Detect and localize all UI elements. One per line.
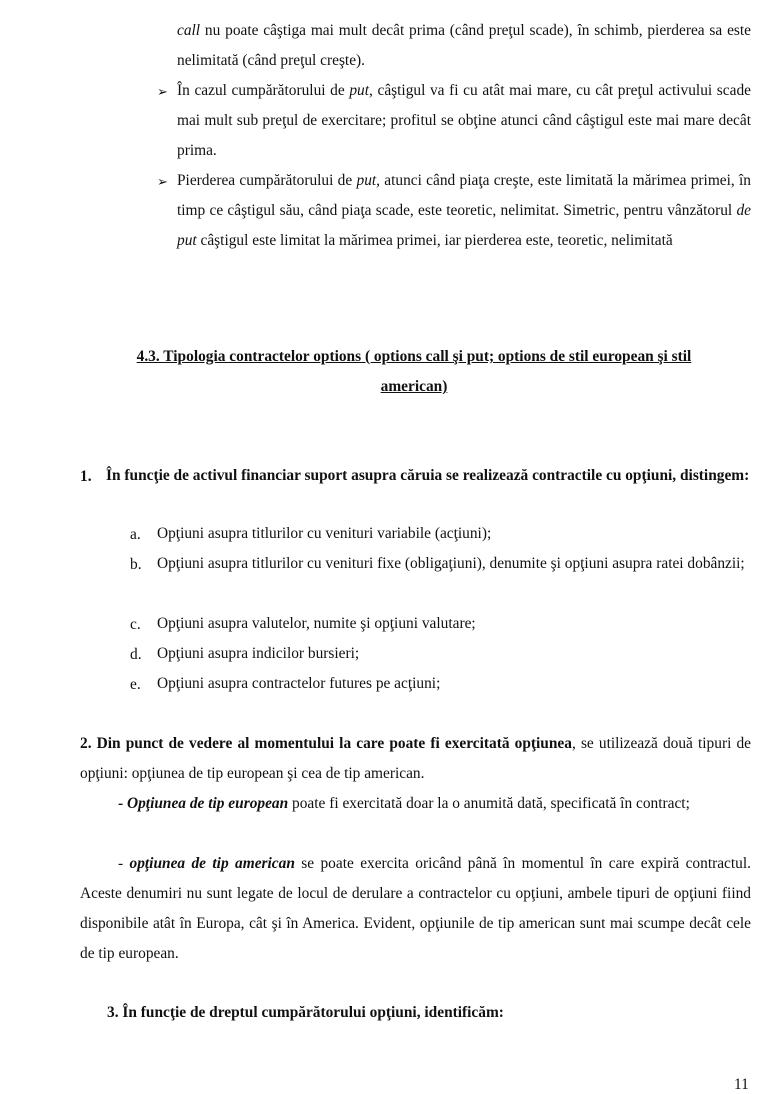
arrow-bullet-icon: ➢ — [157, 174, 168, 189]
european-option-term: Opţiunea de tip european — [126, 795, 289, 812]
section2-title: 2. Din punct de vedere al momentului la care poate fi exercitată opţiunea — [80, 735, 572, 752]
section2-text: , se utilizează două tipuri de opţiuni: opţiunea de tip european şi cea de tip american. — [80, 735, 752, 782]
list-item: Opţiuni asupra valutelor, numite şi opţiuni valutare; — [157, 615, 476, 632]
put-term: put, — [356, 172, 381, 189]
list-letter: e. — [130, 676, 141, 693]
put-term: put, — [349, 82, 373, 99]
arrow-bullet-icon: ➢ — [157, 84, 168, 99]
section3-title: 3. În funcţie de dreptul cumpărătorului opţiuni, identificăm: — [107, 1004, 504, 1021]
american-option-text: se poate exercita oricând până în momentul în care expiră contractul. Aceste denumiri nu sunt legate de locul de derulare a contractelor cu opţiuni, ambele tipuri de opţiuni fiind disponibile atât în Europa, cât şi în America. Evident, opţiunile de tip american sunt mai scumpe decât cele de tip european. — [80, 855, 751, 962]
de-put-term: de put — [177, 202, 751, 249]
list-item: Opţiuni asupra indicilor bursieri; — [157, 645, 360, 662]
bullet-text: câştigul este limitat la mărimea primei, iar pierderea este, teoretic, nelimitată — [196, 232, 673, 249]
bullet-text: Pierderea cumpărătorului de — [177, 172, 357, 189]
list-item: Opţiuni asupra titlurilor cu venituri variabile (acţiuni); — [157, 525, 492, 542]
list-item: Opţiuni asupra titlurilor cu venituri fixe (obligaţiuni), denumite şi opţiuni asupra ratei dobânzii; — [157, 555, 745, 572]
bullet-text: atunci când piaţa creşte, este limitată la mărimea primei, în timp ce câştigul său, când piaţa scade, este teoretic, nelimitat. Simetric, pentru vânzătorul — [177, 172, 751, 219]
list-letter: c. — [130, 616, 141, 633]
list-item: Opţiuni asupra contractelor futures pe acţiuni; — [157, 675, 441, 692]
section2-paragraph — [80, 729, 751, 789]
intro-text: nu poate câştiga mai mult decât prima (când preţul scade), în schimb, pierderea sa este nelimitată (când preţul creşte). — [177, 22, 751, 69]
section1-title: În funcţie de activul financiar suport asupra căruia se realizează contractile cu opţiuni, distingem: — [106, 467, 750, 484]
section1-number: 1. — [80, 468, 92, 485]
section-heading-line2: american) — [380, 378, 448, 395]
dash-prefix: - — [118, 855, 130, 872]
european-option-paragraph — [80, 789, 751, 819]
list-letter: a. — [130, 526, 141, 543]
list-letter: d. — [130, 646, 142, 663]
call-term: call — [177, 22, 201, 39]
page-number: 11 — [734, 1076, 749, 1093]
american-option-paragraph — [80, 849, 751, 969]
american-option-term: opţiunea de tip american — [129, 855, 295, 872]
european-option-text: poate fi exercitată doar la o anumită dată, specificată în contract; — [288, 795, 690, 812]
bullet-text: câştigul va fi cu atât mai mare, cu cât preţul activului scade mai mult sub preţul de exercitare; profitul se obţine atunci când câştigul este mai mare decât prima. — [177, 82, 751, 159]
list-letter: b. — [130, 556, 142, 573]
bullet-paragraph-buyer-put — [177, 76, 751, 166]
dash-prefix: - — [118, 795, 127, 812]
intro-paragraph — [177, 16, 751, 76]
bullet-text: În cazul cumpărătorului de — [177, 82, 350, 99]
bullet-paragraph-loss-put — [177, 166, 751, 256]
section-heading-line1: 4.3. Tipologia contractelor options ( options call şi put; options de stil european şi stil — [136, 348, 692, 365]
